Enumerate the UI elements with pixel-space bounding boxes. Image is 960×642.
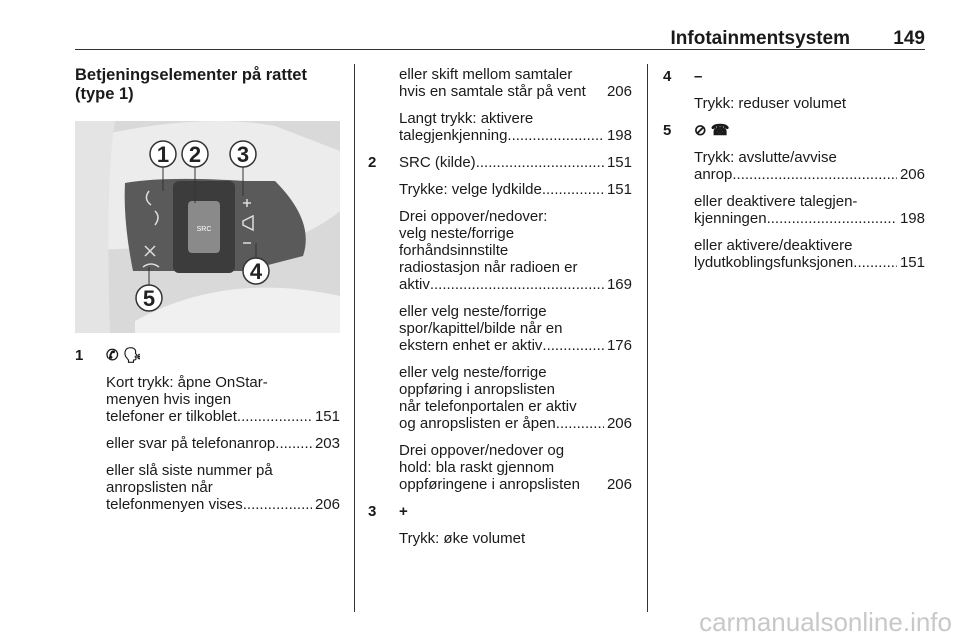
entry: eller aktivere/deaktivere lydutkoblingsfunksjonen ..... 151 (694, 237, 925, 271)
callout-1 (150, 141, 176, 167)
entry: Langt trykk: aktivere talegjenkjenning ..... 198 (399, 110, 632, 144)
column-3 (663, 58, 925, 271)
svg-text:SRC: SRC (196, 226, 212, 233)
column-divider (354, 64, 355, 612)
svg-text:5: 5 (142, 286, 156, 311)
svg-text:2: 2 (188, 142, 202, 167)
phone-voice-icon: ✆ 🗣 (106, 347, 142, 364)
entry: eller svar på telefonanrop ..... 203 (106, 435, 340, 452)
item-4: 4 – Trykk: reduser volumet (663, 68, 846, 112)
watermark: carmanualsonline.info (699, 607, 952, 637)
header-rule (75, 49, 925, 50)
entry: eller deaktivere talegjen- kjenningen ..... 198 (694, 193, 925, 227)
page-reference: 203 (314, 435, 340, 452)
item-5: 5 ⊘ ☎ Trykk: avslutte/avvise anrop ..... 206 eller deaktivere talegjen- kjenningen ..... 198 eller aktivere/deaktivere lydutkoblingsfunksjonen ..... 151 (663, 122, 925, 271)
page-number: 149 (893, 28, 925, 49)
running-header-title: Infotainmentsystem (670, 28, 850, 49)
entry: eller slå siste nummer på anropslisten når telefonmenyen vises ..... 206 (106, 462, 340, 513)
entry: Kort trykk: åpne OnStar- menyen hvis ingen telefoner er tilkoblet ..... 151 (106, 374, 340, 425)
page-reference: 151 (314, 408, 340, 425)
mute-hangup-icon: ⊘ ☎ (694, 122, 730, 139)
item-1: 1 ✆ 🗣 Kort trykk: åpne OnStar- menyen hvis ingen telefoner er tilkoblet ..... 151 eller svar på telefonanrop ..... 203 eller slå siste nummer på anropslisten når telefonmenyen vises ..... 206 (75, 347, 340, 513)
page-reference: 198 (899, 210, 925, 227)
page-reference: 206 (606, 83, 632, 100)
column-divider (647, 64, 648, 612)
entry: Trykk: avslutte/avvise anrop ..... 206 (694, 149, 925, 183)
callout-2 (182, 141, 208, 167)
page-reference: 198 (606, 127, 632, 144)
svg-text:4: 4 (249, 259, 263, 284)
entry: Trykke: velge lydkilde ..... 151 (399, 181, 632, 198)
entry: Drei oppover/nedover og hold: bla raskt gjennom oppføringene i anropslisten 206 (399, 442, 632, 493)
callout-3 (230, 141, 256, 167)
callout-5 (136, 285, 162, 311)
page-reference: 176 (606, 337, 632, 354)
page-reference: 169 (606, 276, 632, 293)
page-reference: 206 (899, 166, 925, 183)
entry: eller velg neste/forrige spor/kapittel/bilde når en ekstern enhet er aktiv ..... 176 (399, 303, 632, 354)
item-2: 2 SRC (kilde) ..... 151 Trykke: velge lydkilde ..... 151 Drei oppover/nedover: velg neste/forrige forhåndsinnstilte radiostasjon når radioen er aktiv ..... 169 eller velg neste/forrige spor/kapittel/bilde når en ekstern enhet er aktiv ..... 176 eller velg neste/forrige oppføring i anropslisten når telefonportalen er aktiv og anropslisten er åpen ..... 206 Drei oppover/nedover og hold: bla raskt gjennom oppføringene i anropslisten 206 (368, 154, 632, 493)
column-2 (368, 66, 632, 547)
entry: Drei oppover/nedover: velg neste/forrige forhåndsinnstilte radiostasjon når radioen er aktiv ..... 169 (399, 208, 632, 293)
entry: eller velg neste/forrige oppføring i anropslisten når telefonportalen er aktiv og anropslisten er åpen ..... 206 (399, 364, 632, 432)
steering-wheel-controls-figure (75, 121, 340, 333)
page-reference: 206 (606, 476, 632, 493)
page-reference: 151 (899, 254, 925, 271)
column-1 (75, 66, 340, 513)
page-reference: 206 (606, 415, 632, 432)
callout-4 (243, 258, 269, 284)
page-reference: 206 (314, 496, 340, 513)
svg-text:3: 3 (236, 142, 250, 167)
svg-text:1: 1 (156, 142, 170, 167)
entry: eller skift mellom samtaler hvis en samtale står på vent 206 (399, 66, 632, 100)
item-3: 3 + Trykk: øke volumet (368, 503, 526, 547)
page-reference: 151 (606, 181, 632, 198)
section-title: Betjeningselementer på rattet (type 1) (75, 66, 307, 103)
